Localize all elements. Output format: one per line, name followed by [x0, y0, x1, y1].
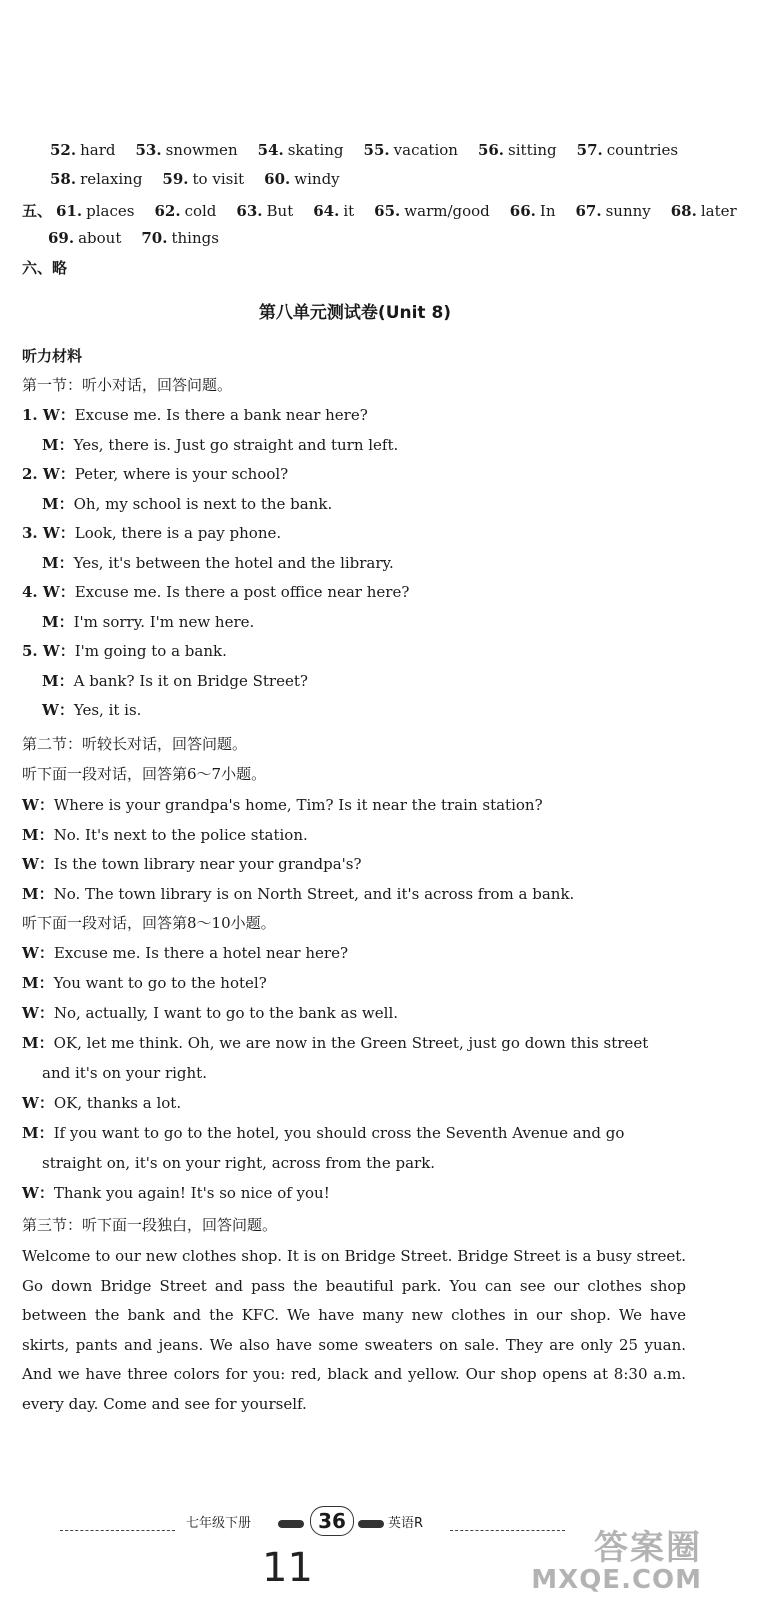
dialogue-line — [42, 1063, 207, 1083]
dialogue-line — [22, 582, 409, 602]
answer-text: skating — [287, 141, 344, 159]
dialogue-line — [42, 612, 254, 632]
speaker-label: 1. W： — [22, 406, 75, 424]
dialogue-text: Excuse me. Is there a hotel near here? — [53, 944, 348, 962]
page-number: 36 — [310, 1506, 354, 1536]
section3-heading: 第三节：听下面一段独白，回答问题。 — [22, 1216, 278, 1234]
answer-text: In — [539, 202, 556, 220]
dialogue-line — [22, 1123, 624, 1143]
answer-number: 65. — [374, 202, 401, 220]
dialogue-line — [22, 1093, 181, 1113]
answer-item — [671, 202, 737, 220]
dialogue-text: No, actually, I want to go to the bank as well. — [53, 1004, 399, 1022]
dialogue-text: straight on, it's on your right, across from the park. — [42, 1154, 436, 1172]
dialogue-text: Is the town library near your grandpa's? — [53, 855, 362, 873]
answer-item — [48, 229, 121, 247]
dialogue-text: You want to go to the hotel? — [53, 974, 267, 992]
dialogue-line — [22, 523, 281, 543]
watermark-bottom: MXQE.COM — [531, 1565, 702, 1595]
answer-text: places — [86, 202, 135, 220]
answer-row-2 — [50, 169, 360, 189]
dialogue-text: Thank you again! It's so nice of you! — [53, 1184, 330, 1202]
speaker-label: W： — [42, 701, 74, 719]
answer-item — [136, 141, 238, 159]
answer-row-4 — [48, 228, 239, 248]
answer-item — [141, 229, 219, 247]
answer-text: vacation — [393, 141, 458, 159]
answer-number: 56. — [477, 141, 505, 159]
dialogue-line — [22, 854, 362, 874]
answer-text: countries — [606, 141, 679, 159]
answer-item — [162, 170, 244, 188]
dialogue-line — [22, 464, 288, 484]
answer-text: snowmen — [165, 141, 238, 159]
dialogue-text: If you want to go to the hotel, you should cross the Seventh Avenue and go — [53, 1124, 625, 1142]
answer-text: sitting — [508, 141, 557, 159]
dialogue-text: I'm going to a bank. — [74, 642, 227, 660]
dialogue-line — [42, 435, 398, 455]
answer-item — [236, 202, 293, 220]
section2-heading: 第二节：听较长对话，回答问题。 — [22, 735, 248, 753]
answer-number: 57. — [576, 141, 603, 159]
speaker-label: M： — [22, 974, 54, 992]
answer-text: about — [78, 229, 122, 247]
listening-heading: 听力材料 — [22, 347, 83, 365]
answer-number: 62. — [154, 202, 181, 220]
speaker-label: 5. W： — [22, 642, 75, 660]
dialog2-heading: 听下面一段对话，回答第8～10小题。 — [22, 914, 276, 932]
answer-row-3 — [22, 201, 757, 221]
answer-text: windy — [294, 170, 340, 188]
unit-title: 第八单元测试卷(Unit 8) — [258, 303, 452, 323]
dialogue-text: Yes, there is. Just go straight and turn left. — [73, 435, 399, 454]
speaker-label: W： — [22, 944, 54, 962]
answer-text: relaxing — [80, 170, 143, 188]
speaker-label: M： — [42, 553, 74, 572]
answer-item — [510, 202, 556, 220]
footer-ornament-right — [358, 1520, 384, 1528]
answer-item — [154, 202, 216, 220]
answer-number: 54. — [257, 141, 284, 159]
speaker-label: M： — [22, 1124, 54, 1142]
speaker-label: M： — [22, 884, 54, 903]
dialogue-text: Excuse me. Is there a bank near here? — [74, 406, 368, 424]
watermark-logo — [531, 1530, 702, 1594]
speaker-label: M： — [22, 1034, 54, 1052]
answer-number: 59. — [162, 170, 189, 188]
answer-text: later — [700, 202, 737, 220]
speaker-label: M： — [42, 612, 74, 631]
answer-text: But — [266, 202, 294, 220]
answer-text: to visit — [192, 170, 245, 188]
dialogue-line — [42, 553, 394, 573]
answer-number: 69. — [48, 229, 75, 247]
speaker-label: W： — [22, 855, 54, 873]
dialogue-text: Where is your grandpa's home, Tim? Is it near the train station? — [53, 796, 543, 814]
dialogue-text: No. It's next to the police station. — [53, 825, 308, 844]
dialogue-line — [22, 405, 368, 425]
dialogue-line — [22, 795, 543, 815]
speaker-label: 2. W： — [22, 465, 75, 483]
watermark-top: 答案圈 — [594, 1528, 702, 1568]
dialogue-line — [42, 494, 332, 514]
handwritten-mark: 11 — [262, 1545, 313, 1591]
dialogue-text: Excuse me. Is there a post office near here? — [74, 583, 410, 601]
answer-item — [258, 141, 344, 159]
dialogue-text: Oh, my school is next to the bank. — [73, 494, 333, 513]
dialogue-text: and it's on your right. — [42, 1064, 207, 1082]
answer-text: sunny — [605, 202, 651, 220]
speaker-label: M： — [42, 494, 74, 513]
answer-item — [577, 141, 678, 159]
dialogue-line — [22, 973, 267, 993]
answer-item — [313, 202, 354, 220]
answer-number: 52. — [50, 141, 77, 159]
answer-row-1 — [50, 140, 698, 160]
dialogue-text: I'm sorry. I'm new here. — [73, 612, 255, 631]
answer-item — [50, 170, 142, 188]
footer-dash-left — [60, 1530, 175, 1531]
speaker-label: W： — [22, 1184, 54, 1202]
answer-text: warm/good — [404, 202, 490, 220]
answer-item — [264, 170, 339, 188]
answer-number: 70. — [141, 229, 168, 247]
answer-item — [364, 141, 458, 159]
speaker-label: M： — [22, 825, 54, 844]
speaker-label: 4. W： — [22, 583, 75, 601]
dialogue-text: Yes, it's between the hotel and the library. — [73, 553, 394, 572]
dialogue-text: No. The town library is on North Street, and it's across from a bank. — [53, 884, 575, 903]
dialogue-text: A bank? Is it on Bridge Street? — [73, 671, 308, 690]
dialogue-line — [22, 943, 348, 963]
answer-number: 61. — [56, 202, 83, 220]
answer-item — [478, 141, 557, 159]
answer-number: 58. — [50, 170, 77, 188]
answer-text: cold — [184, 202, 217, 220]
dialogue-line — [22, 1183, 330, 1203]
dialogue-line — [22, 1033, 648, 1053]
answer-number: 53. — [135, 141, 162, 159]
speaker-label: 3. W： — [22, 524, 75, 542]
dialogue-line — [22, 1003, 398, 1023]
dialogue-text: Look, there is a pay phone. — [74, 524, 282, 542]
dialogue-text: OK, let me think. Oh, we are now in the Green Street, just go down this street — [53, 1034, 649, 1052]
speaker-label: M： — [42, 671, 74, 690]
answer-item — [374, 202, 490, 220]
dialogue-line — [42, 671, 308, 691]
answer-number: 66. — [509, 202, 536, 220]
footer-ornament-left — [278, 1520, 304, 1528]
speaker-label: W： — [22, 1094, 54, 1112]
dialogue-line — [22, 884, 574, 904]
section-six: 六、略 — [22, 259, 68, 277]
answer-item — [575, 202, 650, 220]
answer-text: things — [171, 229, 219, 247]
dialog1-heading: 听下面一段对话，回答第6～7小题。 — [22, 765, 267, 783]
dialogue-text: OK, thanks a lot. — [53, 1094, 182, 1112]
section-five-label: 五、 — [22, 202, 53, 220]
dialogue-line — [22, 641, 227, 661]
answer-item — [56, 202, 134, 220]
dialogue-line — [42, 700, 141, 720]
answer-number: 68. — [670, 202, 697, 220]
dialogue-line — [42, 1153, 435, 1173]
footer-grade: 七年级下册 — [186, 1516, 252, 1531]
dialogue-text: Yes, it is. — [73, 701, 142, 719]
dialogue-line — [22, 825, 308, 845]
answer-text: it — [343, 202, 355, 220]
speaker-label: M： — [42, 435, 74, 454]
section1-heading: 第一节：听小对话，回答问题。 — [22, 376, 233, 394]
answer-number: 64. — [313, 202, 340, 220]
dialogue-text: Peter, where is your school? — [74, 465, 289, 483]
monologue-paragraph: Welcome to our new clothes shop. It is on Bridge Street. Bridge Street is a busy street. Go down Bridge Street and pass the beautiful park. You can see our clothes shop between the bank and the KFC. We have many new clothes in our shop. We have skirts, pants and jeans. We also have some sweaters on sale. They are only 25 yuan. And we have three colors for you: red, black and yellow. Our shop opens at 8:30 a.m. every day. Come and see for yourself. — [22, 1247, 686, 1413]
answer-number: 67. — [575, 202, 602, 220]
speaker-label: W： — [22, 796, 54, 814]
answer-item — [50, 141, 116, 159]
footer-subject: 英语R — [388, 1516, 424, 1531]
answer-number: 55. — [363, 141, 390, 159]
answer-number: 63. — [236, 202, 263, 220]
speaker-label: W： — [22, 1004, 54, 1022]
answer-number: 60. — [264, 170, 291, 188]
answer-text: hard — [80, 141, 116, 159]
